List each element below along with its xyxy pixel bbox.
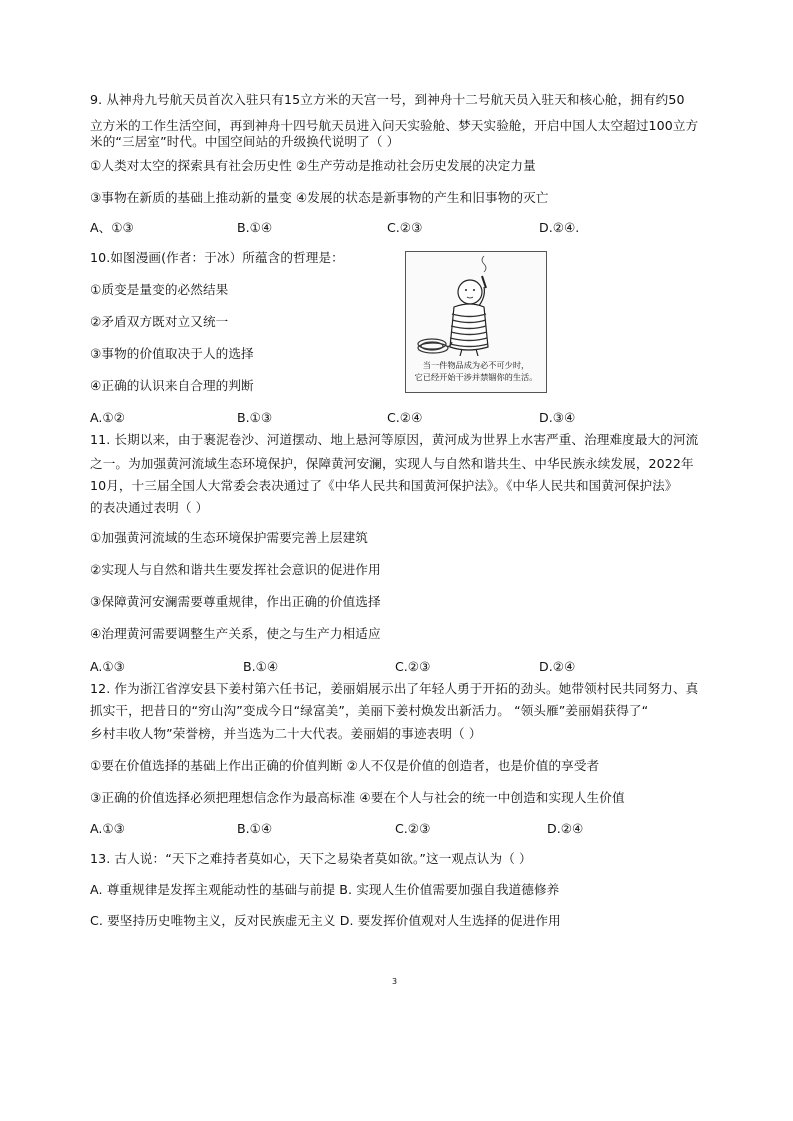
q10-option-a: A.①②: [90, 410, 125, 425]
q10-option-c: C.②④: [387, 410, 423, 425]
cartoon-caption-line-2: 它已经开始干涉并禁锢你的生活。: [414, 372, 538, 382]
q11-option-a: A.①③: [90, 659, 125, 674]
q13-options-row-1: A. 尊重规律是发挥主观能动性的基础与前提 B. 实现人生价值需要加强自我道德修养: [90, 882, 560, 897]
q11-statement-4: ④治理黄河需要调整生产关系，使之与生产力相适应: [90, 626, 381, 641]
q11-option-b: B.①④: [243, 659, 279, 674]
q12-stem-line-1: 12. 作为浙江省淳安县下姜村第六任书记，姜丽娟展示出了年轻人勇于开拓的劲头。她带领村民共同努力、真: [90, 681, 699, 696]
q10-statement-1: ①质变是量变的必然结果: [90, 282, 229, 297]
q12-option-a: A.①③: [90, 821, 125, 836]
q10-statement-2: ②矛盾双方既对立又统一: [90, 314, 229, 329]
q9-option-d: D.②④.: [539, 220, 580, 235]
q11-statement-3: ③保障黄河安澜需要尊重规律，作出正确的价值选择: [90, 594, 381, 609]
q11-stem-line-2: 之一。为加强黄河流域生态环境保护，保障黄河安澜，实现人与自然和谐共生、中华民族永续发展，2022年: [90, 456, 694, 471]
q11-stem-line-3: 10月，十三届全国人大常委会表决通过了《中华人民共和国黄河保护法》。《中华人民共和国黄河保护法》: [90, 478, 678, 493]
q13-options-row-2: C. 要坚持历史唯物主义，反对民族虚无主义 D. 要发挥价值观对人生选择的促进作用: [90, 913, 561, 928]
page-number: 3: [392, 977, 398, 986]
q10-option-d: D.③④: [539, 410, 576, 425]
q9-statements-row-1: ①人类对太空的探索具有社会历史性 ②生产劳动是推动社会历史发展的决定力量: [90, 158, 536, 173]
q12-stem-line-2: 抓实干，把昔日的“穷山沟”变成今日“绿富美”，美丽下姜村焕发出新活力。 “领头雁”姜丽娟获得了“: [90, 703, 649, 718]
cartoon-illustration: [406, 252, 546, 392]
q12-option-d: D.②④: [547, 821, 584, 836]
q9-option-b: B.①④: [237, 220, 273, 235]
q12-option-b: B.①④: [237, 821, 273, 836]
q11-stem-line-1: 11. 长期以来，由于裹泥卷沙、河道摆动、地上悬河等原因，黄河成为世界上水害严重、治理难度最大的河流: [90, 432, 699, 447]
q9-stem-line-2: 立方米的工作生活空间，再到神舟十四号航天员进入问天实验舱、梦天实验舱，开启中国人太空超过100立方: [90, 118, 699, 133]
q11-statement-1: ①加强黄河流域的生态环境保护需要完善上层建筑: [90, 530, 368, 545]
q12-statements-row-1: ①要在价值选择的基础上作出正确的价值判断 ②人不仅是价值的创造者，也是价值的享受者: [90, 758, 600, 773]
q12-option-c: C.②③: [395, 821, 431, 836]
q9-stem-line-3: 米的“三居室”时代。中国空间站的升级换代说明了（ ）: [90, 134, 400, 149]
q11-stem-line-4: 的表决通过表明（ ）: [90, 500, 209, 515]
q9-option-a: A、①③: [90, 220, 134, 235]
q13-title: 13. 古人说：“天下之难持者莫如心，天下之易染者莫如欲。”这一观点认为（ ）: [90, 851, 532, 866]
q10-cartoon: [405, 251, 547, 393]
cartoon-caption-line-1: 当一件物品成为必不可少时，: [422, 360, 530, 370]
q12-statements-row-2: ③正确的价值选择必须把理想信念作为最高标准 ④要在个人与社会的统一中创造和实现人生价值: [90, 790, 625, 805]
q10-statement-3: ③事物的价值取决于人的选择: [90, 346, 254, 361]
q11-option-c: C.②③: [395, 659, 431, 674]
q10-statement-4: ④正确的认识来自合理的判断: [90, 378, 254, 393]
q12-stem-line-3: 乡村丰收人物”荣誉榜，并当选为二十大代表。姜丽娟的事迹表明（ ）: [90, 726, 482, 741]
q10-option-b: B.①③: [237, 410, 273, 425]
q9-stem-line-1: 9. 从神舟九号航天员首次入驻只有15立方米的天宫一号，到神舟十二号航天员入驻天和核心舱，拥有约50: [90, 92, 685, 107]
q9-option-c: C.②③: [387, 220, 423, 235]
q9-statements-row-2: ③事物在新质的基础上推动新的量变 ④发展的状态是新事物的产生和旧事物的灭亡: [90, 190, 549, 205]
q10-title: 10.如图漫画(作者：于冰）所蕴含的哲理是：: [90, 250, 344, 265]
q11-statement-2: ②实现人与自然和谐共生要发挥社会意识的促进作用: [90, 562, 381, 577]
q11-option-d: D.②④: [539, 659, 576, 674]
